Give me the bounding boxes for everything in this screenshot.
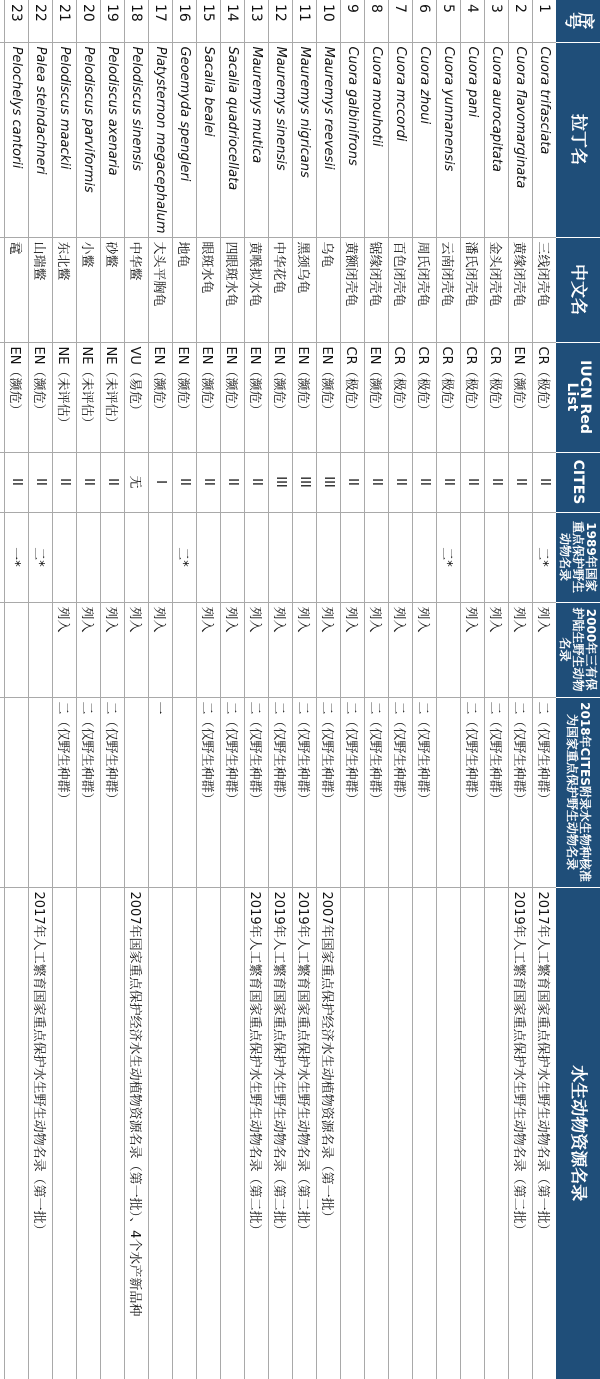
cell-aquatic: 2007年国家重点保护经济水生动植物资源名录（第一批）、4个水产新品种 bbox=[125, 887, 149, 1379]
table-row bbox=[101, 0, 125, 1379]
cell-list2000: 列入 bbox=[389, 602, 413, 697]
cell-aquatic bbox=[221, 887, 245, 1379]
cell-aquatic bbox=[197, 887, 221, 1379]
cell-cites2018: 二（仅野生种群） bbox=[245, 697, 269, 887]
cell-list1989 bbox=[509, 512, 533, 602]
cell-latin: Mauremys nigricans bbox=[293, 42, 317, 237]
cell-aquatic bbox=[461, 887, 485, 1379]
cell-iucn: CR（极危） bbox=[485, 342, 509, 452]
cell-cites2018: 二（仅野生种群） bbox=[77, 697, 101, 887]
cell-index: 2 bbox=[509, 0, 533, 42]
cell-iucn: NE（未评估） bbox=[77, 342, 101, 452]
cell-cites: II bbox=[197, 452, 221, 512]
cell-chinese: 锯缘闭壳龟 bbox=[365, 237, 389, 342]
table-row bbox=[53, 0, 77, 1379]
cell-cites: III bbox=[293, 452, 317, 512]
cell-list1989: 二* bbox=[533, 512, 557, 602]
cell-aquatic bbox=[437, 887, 461, 1379]
cell-list1989: 一* bbox=[5, 512, 29, 602]
cell-latin: Pelodiscus sinensis bbox=[125, 42, 149, 237]
cell-aquatic bbox=[413, 887, 437, 1379]
header-index: 序号 bbox=[556, 0, 600, 42]
cell-iucn: EN（濒危） bbox=[365, 342, 389, 452]
cell-latin: Cuora flavomarginata bbox=[509, 42, 533, 237]
cell-chinese: 黄喉拟水龟 bbox=[245, 237, 269, 342]
cell-list2000: 列入 bbox=[365, 602, 389, 697]
cell-latin: Pelodiscus parviformis bbox=[77, 42, 101, 237]
cell-list1989 bbox=[101, 512, 125, 602]
cell-index bbox=[0, 0, 5, 42]
cell-iucn: CR（极危） bbox=[437, 342, 461, 452]
cell-list1989 bbox=[221, 512, 245, 602]
cell-cites: II bbox=[53, 452, 77, 512]
cell-cites2018: 二（仅野生种群） bbox=[341, 697, 365, 887]
cell-chinese: 地龟 bbox=[173, 237, 197, 342]
cell-aquatic bbox=[101, 887, 125, 1379]
cell-chinese: 东北鳖 bbox=[53, 237, 77, 342]
table-row bbox=[485, 0, 509, 1379]
cell-index: 1 bbox=[533, 0, 557, 42]
cell-cites: II bbox=[485, 452, 509, 512]
cell-iucn: CR（极危） bbox=[413, 342, 437, 452]
cell-aquatic: 2017年人工繁育国家重点保护水生野生动物名录（第一批） bbox=[535, 891, 550, 1237]
cell-list2000: 列入 bbox=[485, 602, 509, 697]
cell-cites2018: 一 bbox=[149, 697, 173, 887]
cell-cites2018: 二（仅野生种群） bbox=[365, 697, 389, 887]
table-row bbox=[365, 0, 389, 1379]
cell-iucn: EN（濒危） bbox=[29, 342, 53, 452]
cell-list1989 bbox=[461, 512, 485, 602]
table-row bbox=[245, 0, 269, 1379]
cell-list1989 bbox=[245, 512, 269, 602]
cell-cites2018 bbox=[125, 697, 149, 887]
cell-list2000: 列入 bbox=[413, 602, 437, 697]
cell-list2000: 列入 bbox=[245, 602, 269, 697]
cell-index: 4 bbox=[461, 0, 485, 42]
cell-chinese: 云南闭壳龟 bbox=[437, 237, 461, 342]
table-row bbox=[437, 0, 461, 1379]
cell-chinese: 山瑞鳖 bbox=[29, 237, 53, 342]
cell-iucn: CR（极危） bbox=[533, 342, 557, 452]
cell-index: 12 bbox=[269, 0, 293, 42]
cell-cites2018: 二（仅野生种群） bbox=[509, 697, 533, 887]
cell-cites2018: 二（仅野生种群） bbox=[293, 697, 317, 887]
cell-iucn: CR（极危） bbox=[341, 342, 365, 452]
cell-list1989 bbox=[413, 512, 437, 602]
cell-chinese: 百色闭壳龟 bbox=[389, 237, 413, 342]
table-row bbox=[269, 0, 293, 1379]
cell-list1989 bbox=[365, 512, 389, 602]
cell-aquatic bbox=[485, 887, 509, 1379]
cell-chinese: 鼋 bbox=[5, 237, 29, 342]
cell-cites: II bbox=[533, 452, 557, 512]
cell-cites: II bbox=[101, 452, 125, 512]
cell-index: 15 bbox=[197, 0, 221, 42]
cell-chinese: 黄额闭壳龟 bbox=[341, 237, 365, 342]
cell-iucn: NE（未评估） bbox=[53, 342, 77, 452]
cell-index: 19 bbox=[101, 0, 125, 42]
cell-index: 10 bbox=[317, 0, 341, 42]
cell-list1989 bbox=[341, 512, 365, 602]
header-row bbox=[556, 0, 600, 1379]
cell-list2000: 列入 bbox=[533, 602, 557, 697]
cell-iucn: EN（濒危） bbox=[317, 342, 341, 452]
cell-cites2018: 二（仅野生种群） bbox=[485, 697, 509, 887]
cell-cites: III bbox=[269, 452, 293, 512]
cell-latin: Palea steindachneri bbox=[29, 42, 53, 237]
cell-list1989 bbox=[149, 512, 173, 602]
cell-cites2018: 二（仅野生种群） bbox=[413, 697, 437, 887]
cell-latin: Cuora pani bbox=[461, 42, 485, 237]
header-cites: CITES bbox=[556, 452, 600, 512]
table-row bbox=[389, 0, 413, 1379]
cell-latin: Pelodiscus axenaria bbox=[101, 42, 125, 237]
cell-cites: III bbox=[317, 452, 341, 512]
cell-latin bbox=[0, 42, 5, 237]
cell-chinese: 黑颈乌龟 bbox=[293, 237, 317, 342]
cell-aquatic bbox=[5, 887, 29, 1379]
table-row bbox=[221, 0, 245, 1379]
cell-chinese: 黄缘闭壳龟 bbox=[509, 237, 533, 342]
cell-aquatic: 2019年人工繁育国家重点保护水生野生动物名录（第二批） bbox=[293, 887, 317, 1379]
cell-aquatic bbox=[173, 887, 197, 1379]
cell-list2000: 列入 bbox=[269, 602, 293, 697]
table-row bbox=[317, 0, 341, 1379]
cell-cites2018: 二（仅野生种群） bbox=[101, 697, 125, 887]
cell-chinese: 潘氏闭壳龟 bbox=[461, 237, 485, 342]
cell-cites2018 bbox=[5, 697, 29, 887]
header-cites2018: 2018年CITES附录水生物种核准为国家重点保护野生动物名录 bbox=[556, 697, 600, 887]
cell-list2000 bbox=[5, 602, 29, 697]
table-row bbox=[0, 0, 5, 1379]
table-row bbox=[341, 0, 365, 1379]
cell-aquatic: 2019年人工繁育国家重点保护水生野生动物名录（第二批） bbox=[269, 887, 293, 1379]
cell-latin: Cuora aurocapitata bbox=[485, 42, 509, 237]
header-latin: 拉丁名 bbox=[556, 42, 600, 237]
cell-cites: I bbox=[149, 452, 173, 512]
table-row bbox=[533, 0, 557, 1379]
cell-chinese: 砂鳖 bbox=[101, 237, 125, 342]
cell-iucn: CR（极危） bbox=[389, 342, 413, 452]
cell-latin: Sacalia bealei bbox=[197, 42, 221, 237]
cell-list2000 bbox=[29, 602, 53, 697]
cell-chinese: 小鳖 bbox=[77, 237, 101, 342]
cell-cites2018: 二（仅野生种群） bbox=[221, 697, 245, 887]
cell-cites: II bbox=[29, 452, 53, 512]
cell-aquatic: 2007年国家重点保护经济水生动植物资源名录（第一批） bbox=[317, 887, 341, 1379]
cell-chinese: 三线闭壳龟 bbox=[533, 237, 557, 342]
cell-iucn: EN（濒危） bbox=[245, 342, 269, 452]
cell-iucn: EN（濒危） bbox=[5, 342, 29, 452]
cell-iucn: EN（濒危） bbox=[293, 342, 317, 452]
cell-list1989 bbox=[77, 512, 101, 602]
cell-aquatic bbox=[341, 887, 365, 1379]
table-row bbox=[461, 0, 485, 1379]
header-aquatic: 水生动物资源名录 bbox=[556, 887, 600, 1379]
cell-iucn: EN（濒危） bbox=[149, 342, 173, 452]
cell-iucn: VU（易危） bbox=[125, 342, 149, 452]
cell-index: 22 bbox=[29, 0, 53, 42]
cell-index: 17 bbox=[149, 0, 173, 42]
table-row bbox=[173, 0, 197, 1379]
cell-list2000: 列入 bbox=[77, 602, 101, 697]
cell-list1989 bbox=[0, 512, 5, 602]
cell-latin: Sacalia quadriocellata bbox=[221, 42, 245, 237]
cell-latin: Cuora mouhotii bbox=[365, 42, 389, 237]
cell-latin: Cuora mccordi bbox=[389, 42, 413, 237]
cell-index: 23 bbox=[5, 0, 29, 42]
table-row bbox=[509, 0, 533, 1379]
cell-cites2018: 二（仅野生种群） bbox=[53, 697, 77, 887]
cell-cites: 无 bbox=[125, 452, 149, 512]
cell-index: 9 bbox=[341, 0, 365, 42]
cell-index: 11 bbox=[293, 0, 317, 42]
cell-list2000: 列入 bbox=[461, 602, 485, 697]
cell-list1989 bbox=[269, 512, 293, 602]
cell-list2000: 列入 bbox=[293, 602, 317, 697]
cell-list2000 bbox=[0, 602, 5, 697]
table-row bbox=[197, 0, 221, 1379]
cell-cites: II bbox=[341, 452, 365, 512]
cell-cites: II bbox=[509, 452, 533, 512]
cell-cites: II bbox=[389, 452, 413, 512]
cell-cites2018 bbox=[29, 697, 53, 887]
cell-cites: II bbox=[245, 452, 269, 512]
cell-aquatic: 2019年人工繁育国家重点保护水生野生动物名录（第二批） bbox=[509, 887, 533, 1379]
table-row bbox=[77, 0, 101, 1379]
cell-iucn: EN（濒危） bbox=[197, 342, 221, 452]
cell-index: 5 bbox=[437, 0, 461, 42]
cell-cites2018: 二（仅野生种群） bbox=[269, 697, 293, 887]
cell-chinese: 金头闭壳龟 bbox=[485, 237, 509, 342]
cell-list2000: 列入 bbox=[221, 602, 245, 697]
cell-chinese: 周氏闭壳龟 bbox=[413, 237, 437, 342]
cell-cites2018 bbox=[437, 697, 461, 887]
cell-chinese: 中华鳖 bbox=[125, 237, 149, 342]
cell-cites2018 bbox=[173, 697, 197, 887]
cell-index: 16 bbox=[173, 0, 197, 42]
cell-index: 8 bbox=[365, 0, 389, 42]
cell-cites: II bbox=[461, 452, 485, 512]
cell-cites: II bbox=[77, 452, 101, 512]
cell-cites2018 bbox=[0, 697, 5, 887]
cell-list1989 bbox=[125, 512, 149, 602]
cell-aquatic: 2019年人工繁育国家重点保护水生野生动物名录（第二批） bbox=[245, 887, 269, 1379]
cell-iucn: NE（未评估） bbox=[101, 342, 125, 452]
cell-chinese: 乌龟 bbox=[317, 237, 341, 342]
cell-index: 21 bbox=[53, 0, 77, 42]
cell-latin: Mauremys mutica bbox=[245, 42, 269, 237]
cell-list2000: 列入 bbox=[317, 602, 341, 697]
cell-latin: Pelodiscus maackii bbox=[53, 42, 77, 237]
cell-latin: Cuora yunnanensis bbox=[437, 42, 461, 237]
cell-cites bbox=[0, 452, 5, 512]
header-chinese: 中文名 bbox=[556, 237, 600, 342]
cell-index: 14 bbox=[221, 0, 245, 42]
cell-cites2018: 二（仅野生种群） bbox=[389, 697, 413, 887]
cell-latin: Platysternon megacephalum bbox=[149, 42, 173, 237]
header-list1989: 1989年国家重点保护野生动物名录 bbox=[556, 512, 600, 602]
cell-index: 20 bbox=[77, 0, 101, 42]
cell-latin: Mauremys reevesii bbox=[317, 42, 341, 237]
cell-cites: II bbox=[173, 452, 197, 512]
cell-cites2018: 二（仅野生种群） bbox=[533, 697, 557, 887]
cell-aquatic bbox=[77, 887, 101, 1379]
cell-index: 6 bbox=[413, 0, 437, 42]
cell-aquatic bbox=[149, 887, 173, 1379]
cell-latin: Cuora galbinifrons bbox=[341, 42, 365, 237]
cell-iucn: CR（极危） bbox=[461, 342, 485, 452]
cell-aquatic bbox=[0, 887, 5, 1379]
cell-iucn: EN（濒危） bbox=[221, 342, 245, 452]
cell-iucn: EN（濒危） bbox=[269, 342, 293, 452]
cell-cites: II bbox=[365, 452, 389, 512]
cell-list1989: 二* bbox=[437, 512, 461, 602]
cell-list2000 bbox=[437, 602, 461, 697]
table-row bbox=[413, 0, 437, 1379]
cell-cites2018: 二（仅野生种群） bbox=[197, 697, 221, 887]
cell-list1989 bbox=[197, 512, 221, 602]
table-row bbox=[125, 0, 149, 1379]
cell-index: 7 bbox=[389, 0, 413, 42]
cell-list2000 bbox=[173, 602, 197, 697]
cell-latin: Pelochelys cantorii bbox=[5, 42, 29, 237]
table-row bbox=[5, 0, 29, 1379]
cell-cites: II bbox=[5, 452, 29, 512]
cell-list2000: 列入 bbox=[341, 602, 365, 697]
cell-list1989: 二* bbox=[173, 512, 197, 602]
cell-iucn bbox=[0, 342, 5, 452]
cell-iucn: EN（濒危） bbox=[173, 342, 197, 452]
cell-latin: Mauremys sinensis bbox=[269, 42, 293, 237]
header-iucn: IUCN Red List bbox=[556, 342, 600, 452]
cell-cites2018: 二（仅野生种群） bbox=[317, 697, 341, 887]
cell-aquatic bbox=[365, 887, 389, 1379]
cell-aquatic: 2017年人工繁育国家重点保护水生野生动物名录（第一批） bbox=[29, 887, 53, 1379]
cell-list2000: 列入 bbox=[53, 602, 77, 697]
table-row bbox=[293, 0, 317, 1379]
cell-chinese: 眼斑水龟 bbox=[197, 237, 221, 342]
cell-latin: Geoemyda spengleri bbox=[173, 42, 197, 237]
cell-aquatic bbox=[53, 887, 77, 1379]
cell-chinese: 四眼斑水龟 bbox=[221, 237, 245, 342]
cell-list1989: 二* bbox=[29, 512, 53, 602]
cell-list2000: 列入 bbox=[125, 602, 149, 697]
cell-list1989 bbox=[293, 512, 317, 602]
cell-list1989 bbox=[317, 512, 341, 602]
cell-chinese: 中华花龟 bbox=[269, 237, 293, 342]
cell-chinese bbox=[0, 237, 5, 342]
cell-aquatic bbox=[389, 887, 413, 1379]
cell-cites2018: 二（仅野生种群） bbox=[461, 697, 485, 887]
cell-chinese: 大头平胸龟 bbox=[149, 237, 173, 342]
cell-list2000: 列入 bbox=[149, 602, 173, 697]
cell-list1989 bbox=[389, 512, 413, 602]
cell-list1989 bbox=[485, 512, 509, 602]
header-list2000: 2000年三有保护陆生野生动物名录 bbox=[556, 602, 600, 697]
cell-latin: Cuora trifasciata bbox=[533, 42, 557, 237]
cell-list1989 bbox=[53, 512, 77, 602]
cell-list2000: 列入 bbox=[101, 602, 125, 697]
cell-index: 13 bbox=[245, 0, 269, 42]
cell-list2000: 列入 bbox=[197, 602, 221, 697]
cell-cites: II bbox=[437, 452, 461, 512]
cell-cites: II bbox=[413, 452, 437, 512]
cell-iucn: EN（濒危） bbox=[509, 342, 533, 452]
table-row bbox=[29, 0, 53, 1379]
cell-cites: II bbox=[221, 452, 245, 512]
cell-latin: Cuora zhoui bbox=[413, 42, 437, 237]
cell-index: 3 bbox=[485, 0, 509, 42]
cell-list2000: 列入 bbox=[509, 602, 533, 697]
table-row bbox=[149, 0, 173, 1379]
cell-index: 18 bbox=[125, 0, 149, 42]
